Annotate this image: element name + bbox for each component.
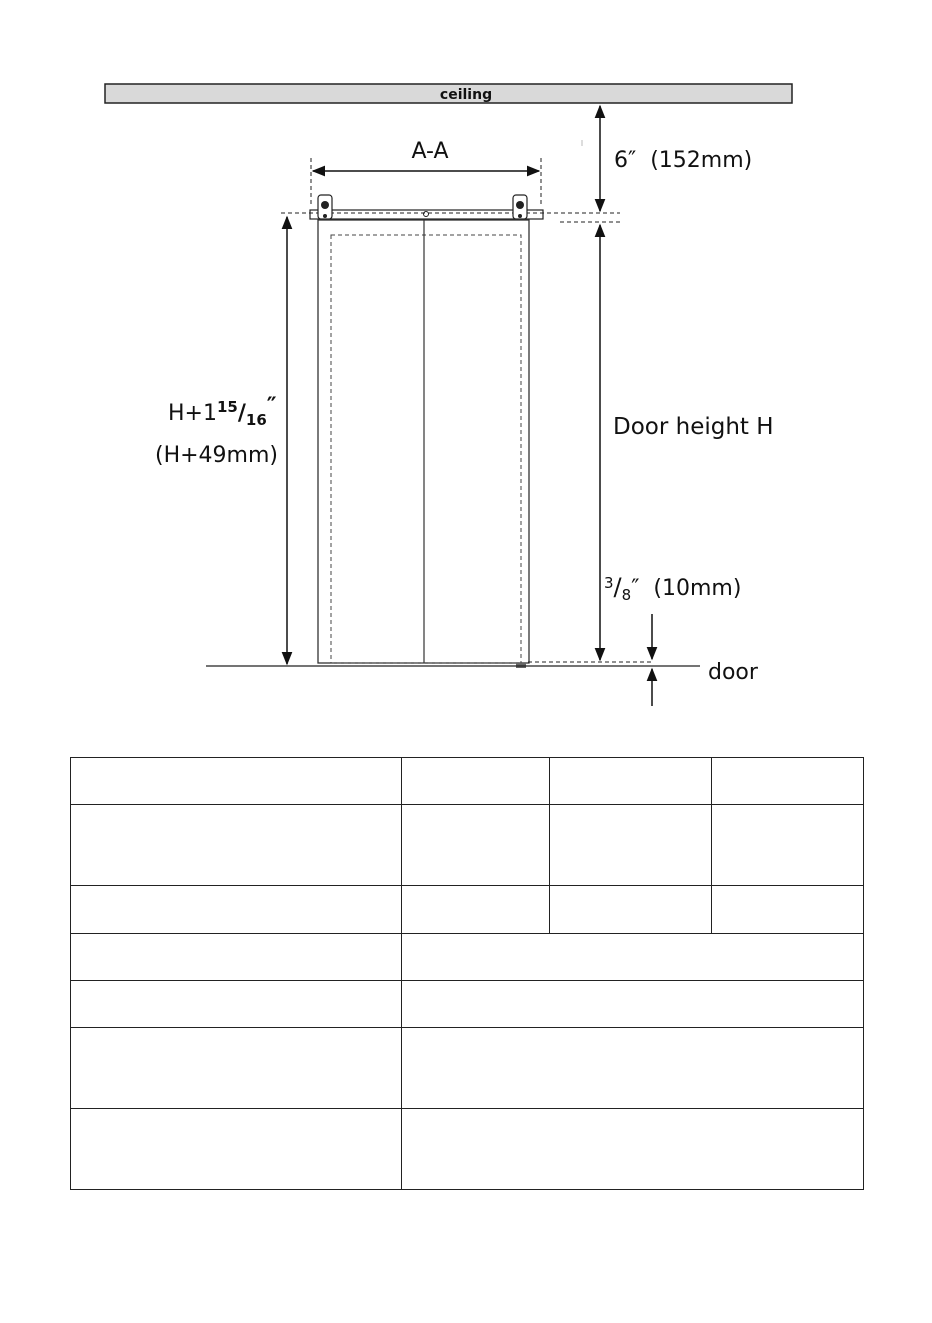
table-row [71, 886, 864, 934]
door-panel [318, 220, 529, 668]
table-cell-merged [402, 1028, 864, 1109]
table-cell [402, 758, 550, 805]
bottom-gap-rest: ″ (10mm) [631, 576, 742, 601]
specification-table [70, 757, 864, 1190]
table-cell [402, 805, 550, 886]
total-height-inch: ″ [266, 394, 277, 419]
top-gap-dimension [582, 106, 752, 211]
table-row [71, 1028, 864, 1109]
table-cell-merged [402, 934, 864, 981]
table-cell [550, 805, 712, 886]
table-cell [712, 758, 864, 805]
table-cell [71, 981, 402, 1028]
left-hanger [318, 195, 332, 219]
table-cell [71, 886, 402, 934]
bottom-gap-frac-den: 8 [621, 586, 632, 604]
top-gap-label: 6″ (152mm) [614, 148, 753, 173]
table-cell [550, 758, 712, 805]
table-row [71, 981, 864, 1028]
total-height-mm-label: (H+49mm) [155, 443, 278, 468]
floor-label: door [708, 660, 758, 685]
total-height-prefix: H+1 [168, 401, 217, 426]
table-row [71, 934, 864, 981]
total-height-frac-sep: / [237, 401, 246, 426]
width-dimension [311, 139, 541, 205]
table-cell [71, 758, 402, 805]
table-cell [71, 1028, 402, 1109]
table-cell [402, 886, 550, 934]
door-height-label: Door height H [613, 414, 774, 440]
table-row [71, 805, 864, 886]
total-height-frac-den: 16 [245, 411, 267, 429]
table-row [71, 758, 864, 805]
table-cell [71, 805, 402, 886]
width-label: A-A [411, 139, 449, 164]
right-hanger [513, 195, 527, 219]
bottom-gap-dimension [604, 573, 759, 706]
ceiling [105, 84, 792, 103]
table-cell-merged [402, 981, 864, 1028]
bottom-gap-label [604, 573, 741, 604]
table-row [71, 1109, 864, 1190]
bottom-gap-frac-num: 3 [604, 574, 614, 592]
total-height-frac-num: 15 [216, 398, 238, 416]
ceiling-label: ceiling [439, 87, 493, 103]
table-cell [71, 934, 402, 981]
table-cell-merged [402, 1109, 864, 1190]
total-height-label [168, 394, 277, 429]
bottom-gap-frac-sep: / [613, 573, 622, 601]
total-height-dimension [155, 217, 287, 664]
table-cell [71, 1109, 402, 1190]
table-cell [712, 886, 864, 934]
table-cell [712, 805, 864, 886]
table-cell [550, 886, 712, 934]
